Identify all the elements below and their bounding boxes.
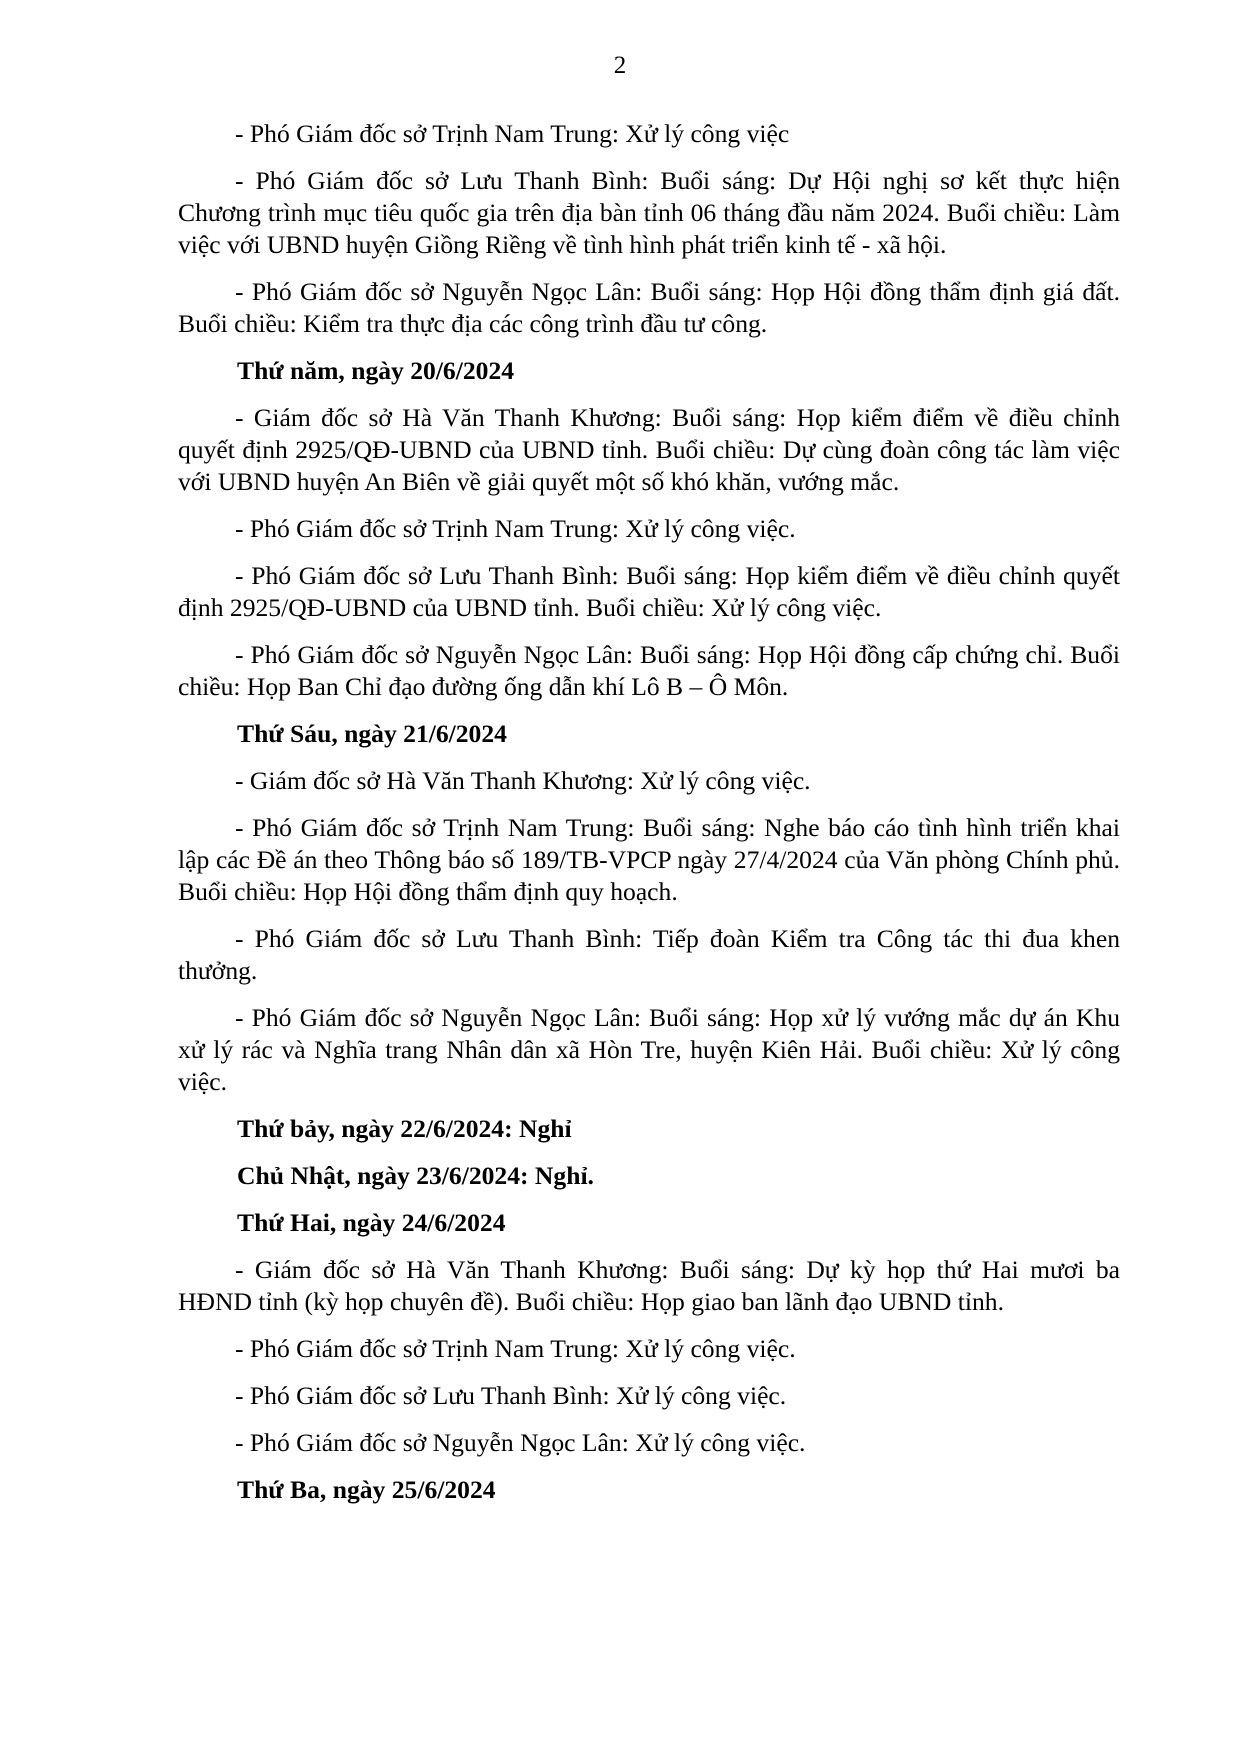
document-body <box>178 118 1120 1521</box>
schedule-entry: - Phó Giám đốc sở Nguyễn Ngọc Lân: Buổi sáng: Họp xử lý vướng mắc dự án Khu xử lý rác và Nghĩa trang Nhân dân xã Hòn Tre, huyện Kiên Hải. Buổi chiều: Xử lý công việc. <box>178 1003 1120 1096</box>
schedule-entry: - Phó Giám đốc sở Trịnh Nam Trung: Xử lý công việc <box>235 119 790 148</box>
schedule-entry: - Giám đốc sở Hà Văn Thanh Khương: Buổi sáng: Họp kiểm điểm về điều chỉnh quyết định 2925/QĐ-UBND của UBND tỉnh. Buổi chiều: Dự cùng đoàn công tác làm việc với UBND huyện An Biên về giải quyết một số khó khăn, vướng mắc. <box>178 403 1120 496</box>
schedule-entry: - Phó Giám đốc sở Nguyễn Ngọc Lân: Buổi sáng: Họp Hội đồng cấp chứng chỉ. Buổi chiều: Họp Ban Chỉ đạo đường ống dẫn khí Lô B – Ô Môn. <box>178 640 1120 701</box>
schedule-entry: - Phó Giám đốc sở Trịnh Nam Trung: Buổi sáng: Nghe báo cáo tình hình triển khai lập các Đề án theo Thông báo số 189/TB-VPCP ngày 27/4/2024 của Văn phòng Chính phủ. Buổi chiều: Họp Hội đồng thẩm định quy hoạch. <box>178 813 1120 906</box>
schedule-entry: - Phó Giám đốc sở Lưu Thanh Bình: Buổi sáng: Họp kiểm điểm về điều chỉnh quyết định 2925/QĐ-UBND của UBND tỉnh. Buổi chiều: Xử lý công việc. <box>178 561 1120 622</box>
schedule-entry: - Phó Giám đốc sở Trịnh Nam Trung: Xử lý công việc. <box>235 514 796 543</box>
page-number: 2 <box>613 52 627 79</box>
schedule-entry: - Phó Giám đốc sở Nguyễn Ngọc Lân: Xử lý công việc. <box>235 1428 806 1457</box>
schedule-entry: - Phó Giám đốc sở Lưu Thanh Bình: Xử lý công việc. <box>235 1381 787 1410</box>
schedule-entry: - Phó Giám đốc sở Trịnh Nam Trung: Xử lý công việc. <box>235 1334 796 1363</box>
day-heading: Thứ Ba, ngày 25/6/2024 <box>237 1475 496 1504</box>
day-heading: Thứ Hai, ngày 24/6/2024 <box>237 1208 506 1237</box>
schedule-entry: - Giám đốc sở Hà Văn Thanh Khương: Xử lý công việc. <box>235 766 811 795</box>
day-heading: Thứ bảy, ngày 22/6/2024: Nghỉ <box>237 1114 572 1143</box>
schedule-entry: - Phó Giám đốc sở Lưu Thanh Bình: Buổi sáng: Dự Hội nghị sơ kết thực hiện Chương trình mục tiêu quốc gia trên địa bàn tỉnh 06 tháng đầu năm 2024. Buổi chiều: Làm việc với UBND huyện Giồng Riềng về tình hình phát triển kinh tế - xã hội. <box>178 166 1120 259</box>
day-heading: Chủ Nhật, ngày 23/6/2024: Nghỉ. <box>237 1161 594 1190</box>
schedule-entry: - Phó Giám đốc sở Nguyễn Ngọc Lân: Buổi sáng: Họp Hội đồng thẩm định giá đất. Buổi chiều: Kiểm tra thực địa các công trình đầu tư công. <box>178 277 1120 338</box>
day-heading: Thứ Sáu, ngày 21/6/2024 <box>237 719 507 748</box>
day-heading: Thứ năm, ngày 20/6/2024 <box>237 356 515 385</box>
schedule-entry: - Phó Giám đốc sở Lưu Thanh Bình: Tiếp đoàn Kiểm tra Công tác thi đua khen thưởng. <box>178 924 1120 985</box>
schedule-entry: - Giám đốc sở Hà Văn Thanh Khương: Buổi sáng: Dự kỳ họp thứ Hai mươi ba HĐND tỉnh (kỳ họp chuyên đề). Buổi chiều: Họp giao ban lãnh đạo UBND tỉnh. <box>178 1255 1120 1316</box>
